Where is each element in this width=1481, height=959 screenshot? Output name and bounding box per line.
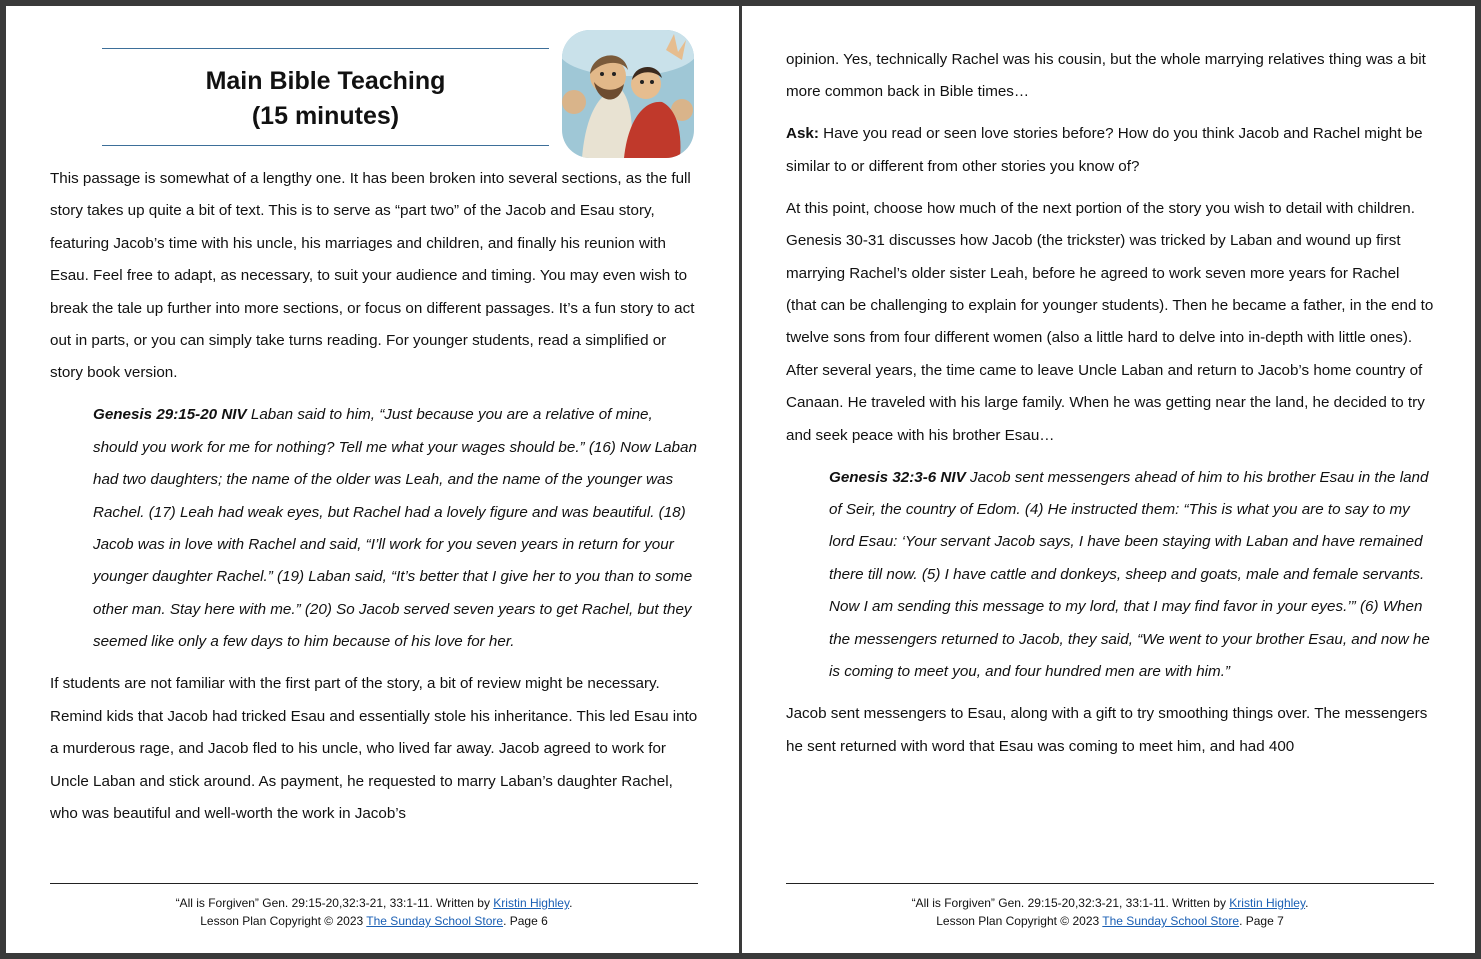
scripture-reference: Genesis 32:3-6 NIV [829,468,966,486]
page-6 [6,6,739,953]
scripture-reference: Genesis 29:15-20 NIV [93,406,247,424]
store-link[interactable]: The Sunday School Store [1102,914,1240,928]
page-number: . Page 7 [1239,914,1284,928]
illustration-icon [562,30,694,158]
page-footer [786,894,1434,930]
page-7 [742,6,1475,953]
footer-citation: “All is Forgiven” Gen. 29:15-20,32:3-21, 33:1-11. Written by [911,896,1230,910]
page-footer [50,894,698,930]
title-line-1: Main Bible Teaching [205,67,446,95]
story-detail-paragraph: At this point, choose how much of the next portion of the story you wish to detail with children. Genesis 30-31 discusses how Jacob (the trickster) was tricked by Laban and wound up first marrying Rachel’s older sister Leah, before he agreed to work seven more years for Rachel (that can be challenging to explain for younger students). Then he became a father, in the end to twelve sons from four different women (also a little hard to delve into in-depth with little ones). After several years, the time came to leave Uncle Laban and return to Jacob’s home country of Canaan. He traveled with his large family. When he was getting near the land, he decided to try and seek peace with his brother Esau… [786,199,1434,444]
footer-rule [786,883,1434,884]
continuation-paragraph: opinion. Yes, technically Rachel was his cousin, but the whole marrying relatives thing was a bit more common back in Bible times… [786,51,1426,101]
scripture-quote-genesis-32 [829,462,1434,689]
footer-line-2 [50,912,698,930]
jacob-esau-embrace-illustration [562,30,694,158]
author-link[interactable]: Kristin Highley [493,896,570,910]
messengers-paragraph: Jacob sent messengers to Esau, along with a gift to try smoothing things over. The messengers he sent returned with word that Esau was coming to meet him, and had 400 [786,705,1428,755]
page-title [102,64,549,134]
footer-period: . [569,896,573,910]
scripture-text: Laban said to him, “Just because you are a relative of mine, should you work for me for nothing? Tell me what your wages should be.” (16) Now Laban had two daughters; the name of the older was Leah, and the name of the younger was Rachel. (17) Leah had weak eyes, but Rachel had a lovely figure and was beautiful. (18) Jacob was in love with Rachel and said, “I’ll work for you seven years in return for your younger daughter Rachel.” (19) Laban said, “It’s better that I give her to you than to some other man. Stay here with me.” (20) So Jacob served seven years to get Rachel, but they seemed like only a few days to him because of his love for her. [93,406,697,651]
title-top-rule [102,48,549,49]
page-7-body [786,44,1434,773]
author-link[interactable]: Kristin Highley [1229,896,1306,910]
footer-period: . [1305,896,1309,910]
store-link[interactable]: The Sunday School Store [366,914,504,928]
ask-question: Have you read or seen love stories before? How do you think Jacob and Rachel might be similar to or different from other stories you know of? [786,125,1423,175]
ask-paragraph [786,118,1434,183]
footer-copyright: Lesson Plan Copyright © 2023 [936,914,1103,928]
review-paragraph: If students are not familiar with the first part of the story, a bit of review might be necessary. Remind kids that Jacob had tricked Esau and essentially stole his inheritance. This led Esau into a murderous rage, and Jacob fled to his uncle, who lived far away. Jacob agreed to work for Uncle Laban and stick around. As payment, he requested to marry Laban’s daughter Rachel, who was beautiful and well-worth the work in Jacob’s [50,675,698,822]
footer-citation: “All is Forgiven” Gen. 29:15-20,32:3-21, 33:1-11. Written by [175,896,494,910]
intro-paragraph: This passage is somewhat of a lengthy one. It has been broken into several sections, as the full story takes up quite a bit of text. This is to serve as “part two” of the Jacob and Esau story, featuring Jacob’s time with his uncle, his marriages and children, and finally his reunion with Esau. Feel free to adapt, as necessary, to suit your audience and timing. You may even wish to break the tale up further into more sections, or focus on different passages. It’s a fun story to act out in parts, or you can simply take turns reading. For younger students, read a simplified or story book version. [50,170,695,382]
footer-rule [50,883,698,884]
footer-line-1 [786,894,1434,912]
footer-line-1 [50,894,698,912]
ask-label: Ask: [786,125,819,143]
page-6-body [50,163,698,840]
scripture-text: Jacob sent messengers ahead of him to his brother Esau in the land of Seir, the country of Edom. (4) He instructed them: “This is what you are to say to my lord Esau: ‘Your servant Jacob says, I have been staying with Laban and have remained there till now. (5) I have cattle and donkeys, sheep and goats, male and female servants. Now I am sending this message to my lord, that I may find favor in your eyes.’” (6) When the messengers returned to Jacob, they said, “We went to your brother Esau, and now he is coming to meet you, and four hundred men are with him.” [829,468,1430,681]
title-line-2: (15 minutes) [251,102,400,130]
scripture-quote-genesis-29 [93,399,698,658]
footer-line-2 [786,912,1434,930]
page-number: . Page 6 [503,914,548,928]
title-bottom-rule [102,145,549,146]
footer-copyright: Lesson Plan Copyright © 2023 [200,914,367,928]
